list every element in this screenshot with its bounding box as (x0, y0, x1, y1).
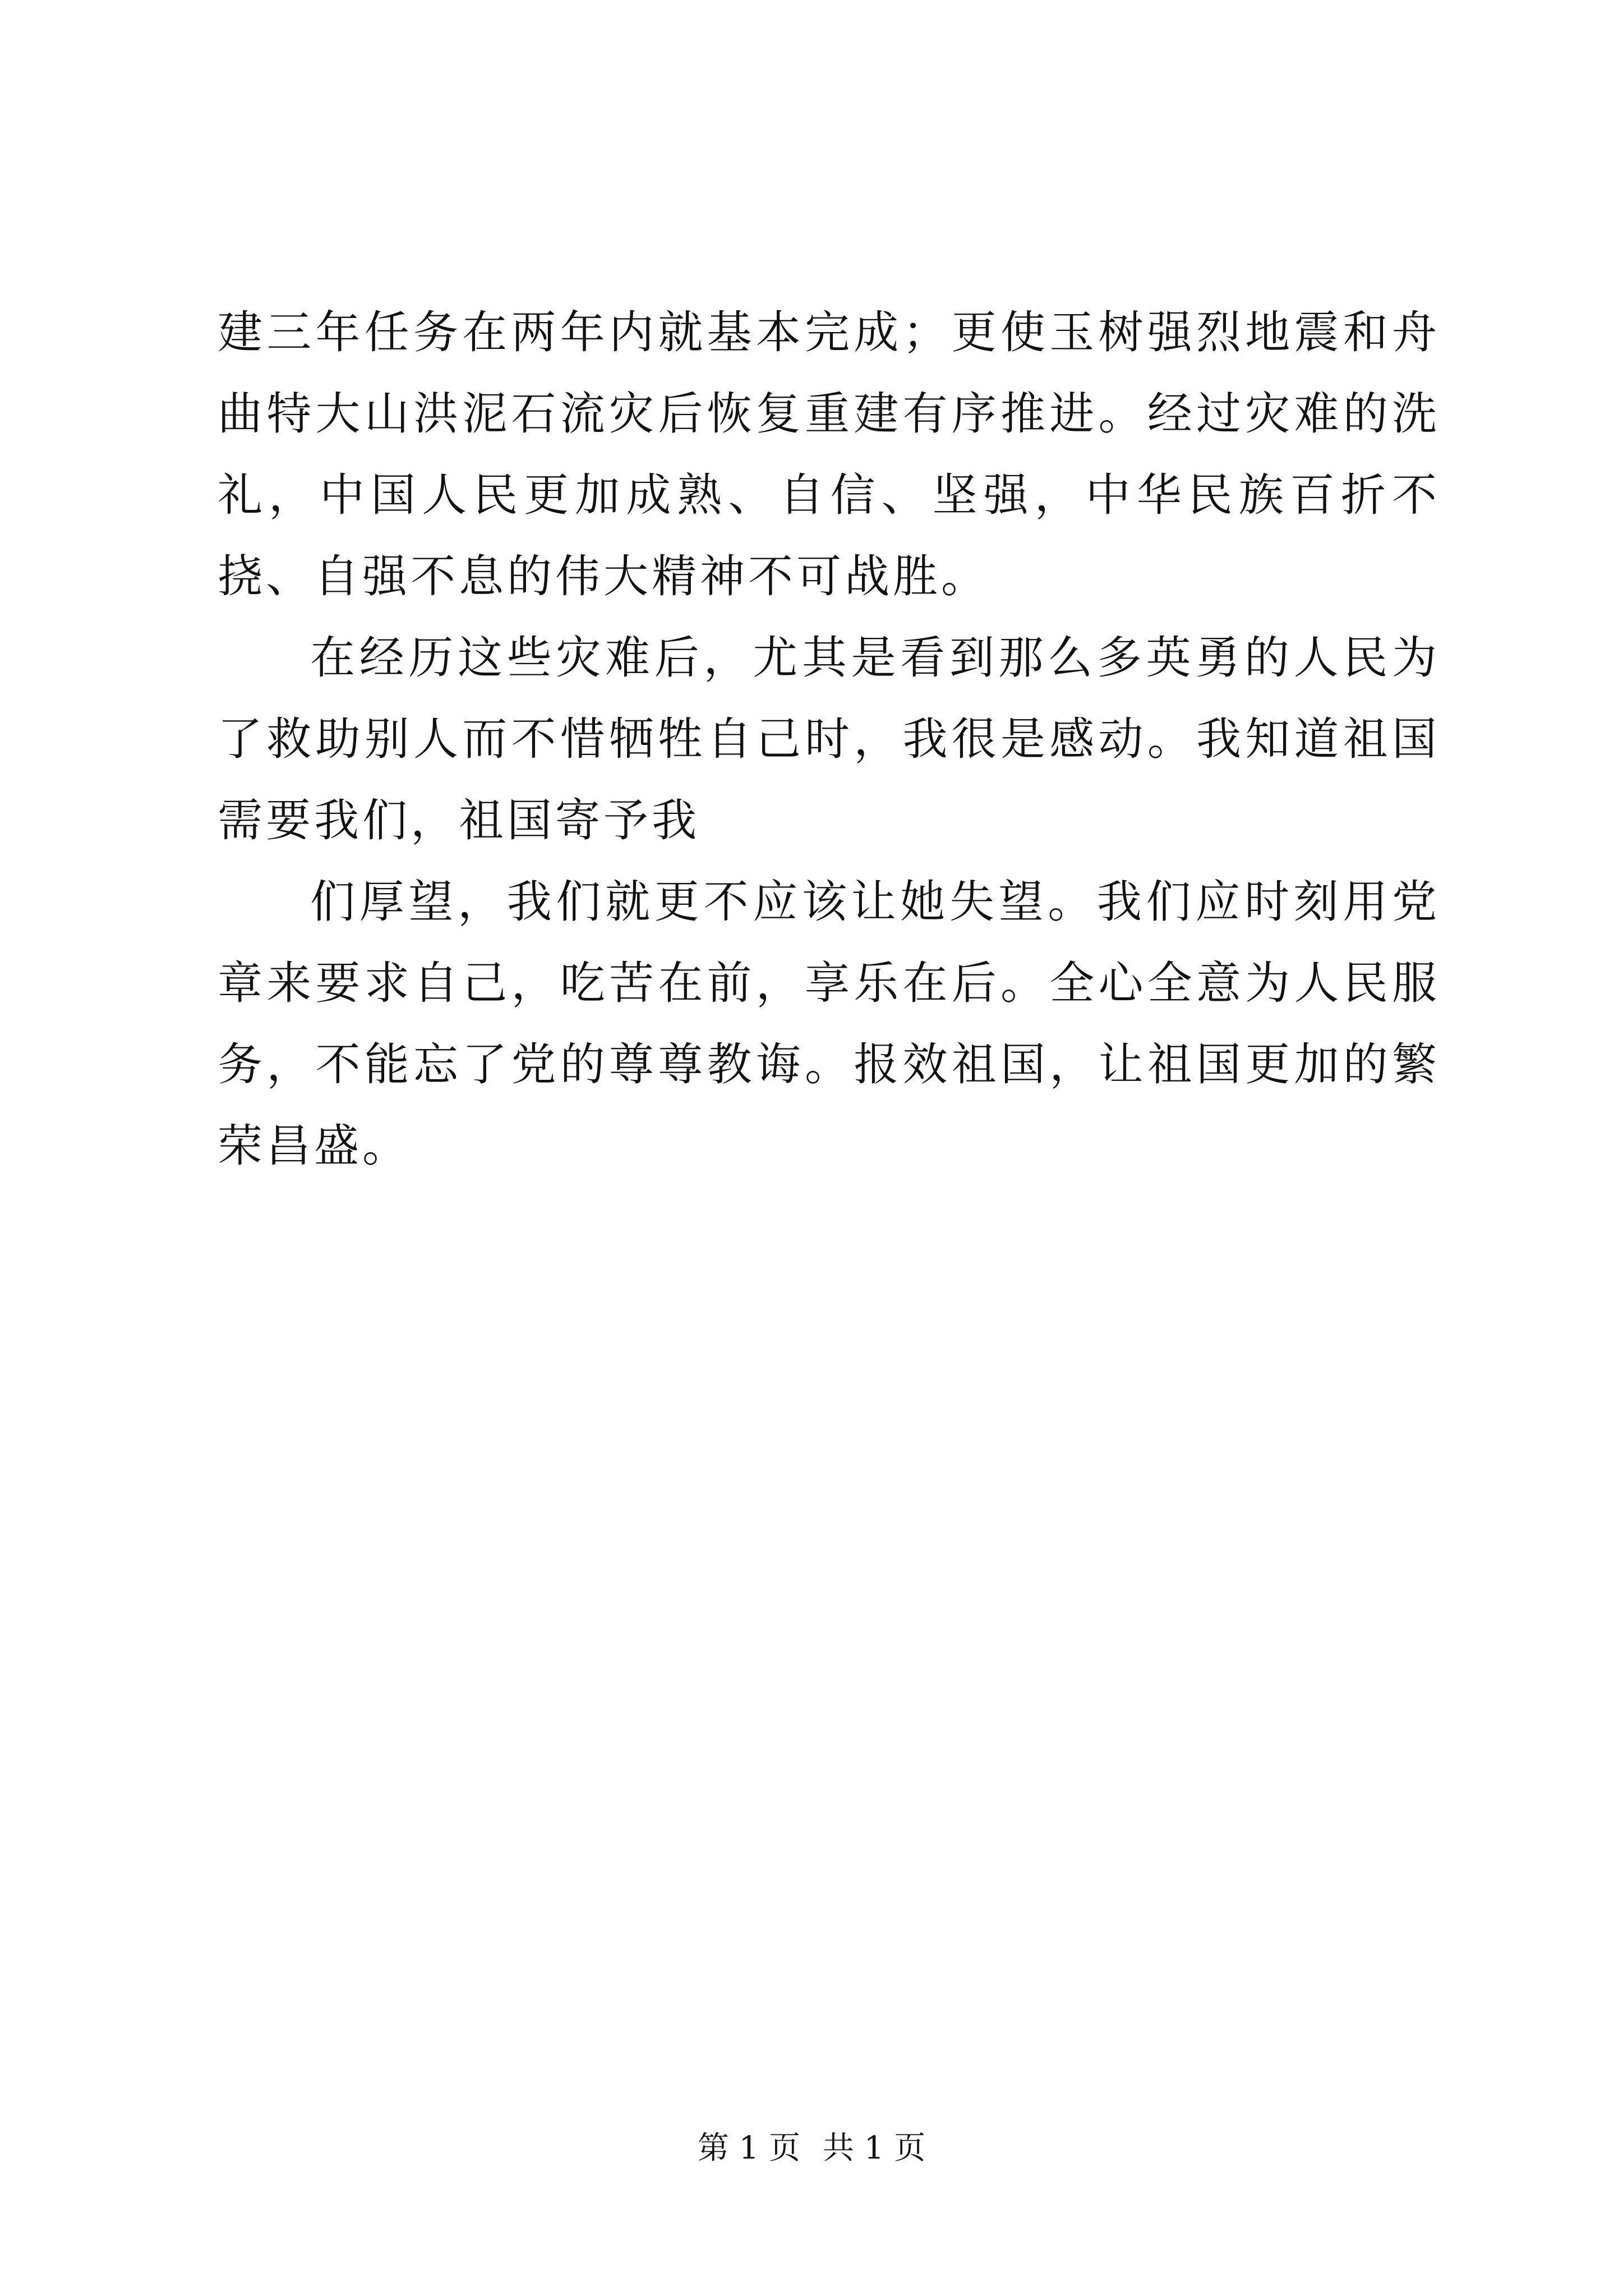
page-number: 第 1 页 (697, 2130, 800, 2166)
page-total: 共 1 页 (823, 2130, 926, 2166)
paragraph-2: 在经历这些灾难后，尤其是看到那么多英勇的人民为了救助别人而不惜牺牲自己时，我很是感动。我知道祖国需要我们，祖国寄予我 (218, 632, 1440, 846)
paragraph-1: 建三年任务在两年内就基本完成；更使玉树强烈地震和舟曲特大山洪泥石流灾后恢复重建有序推进。经过灾难的洗礼，中国人民更加成熟、自信、坚强，中华民族百折不挠、自强不息的伟大精神不可战胜。 (218, 306, 1440, 602)
document-body (218, 292, 1440, 1186)
page-footer (0, 2129, 1623, 2168)
paragraph-3: 们厚望，我们就更不应该让她失望。我们应时刻用党章来要求自己，吃苦在前，享乐在后。全心全意为人民服务，不能忘了党的尊尊教诲。报效祖国，让祖国更加的繁荣昌盛。 (218, 876, 1440, 1172)
